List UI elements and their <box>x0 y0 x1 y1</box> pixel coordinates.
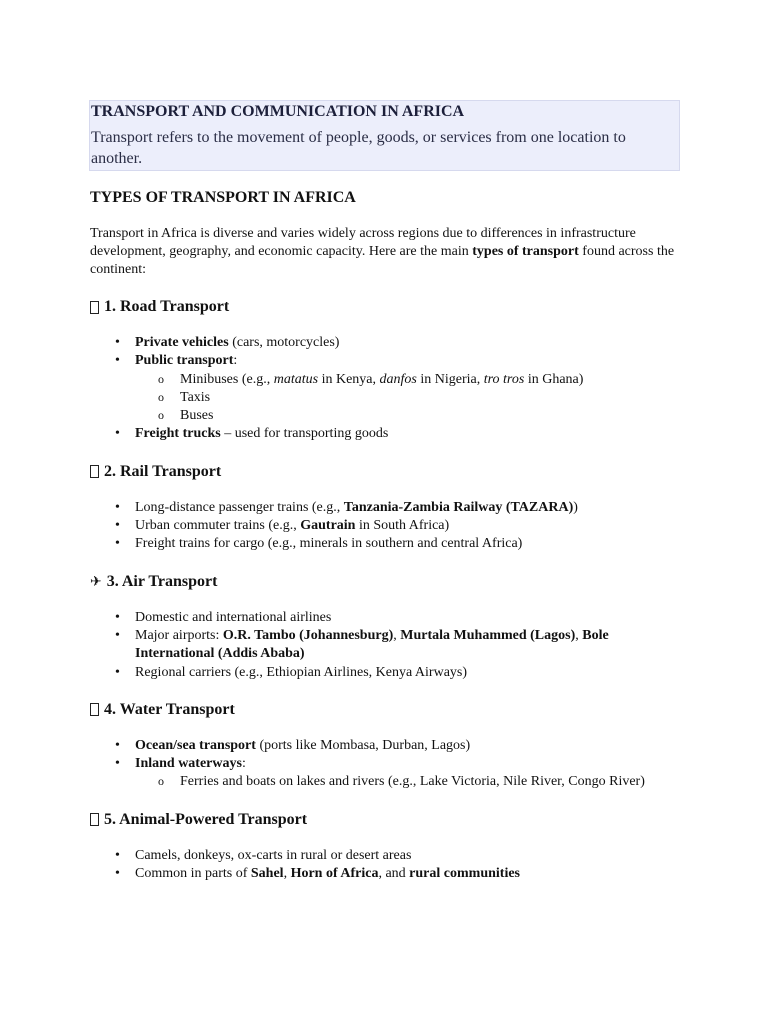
missing-glyph-icon <box>90 301 99 314</box>
list-item: • Camels, donkeys, ox-carts in rural or desert areas <box>90 847 680 865</box>
animal-transport-heading <box>90 810 680 830</box>
list-item <box>90 755 680 792</box>
list-item: • Domestic and international airlines <box>90 609 680 627</box>
item-text: Minibuses (e.g., <box>180 371 274 387</box>
item-bold: Ocean/sea transport <box>135 737 256 753</box>
intro-text: Transport in Africa is diverse and varies widely across regions due to differences in infrastructure development, geography, and economic capacity. Here are the main <box>90 226 636 259</box>
public-transport-sublist <box>135 371 680 426</box>
item-text: Common in parts of <box>135 866 251 882</box>
item-bold: Sahel <box>250 866 284 882</box>
list-item <box>90 499 680 517</box>
item-text: , <box>283 866 291 882</box>
list-item: • Freight trains for cargo (e.g., minerals in southern and central Africa) <box>90 535 680 553</box>
list-item <box>90 865 680 883</box>
item-text: ) <box>573 499 578 515</box>
list-item: • Regional carriers (e.g., Ethiopian Airlines, Kenya Airways) <box>90 664 680 682</box>
intro-bold-text: types of transport <box>472 244 579 259</box>
missing-glyph-icon <box>90 465 99 478</box>
item-text: , and <box>378 866 410 882</box>
item-bold: O.R. Tambo (Johannesburg) <box>222 627 394 643</box>
list-item <box>90 627 680 664</box>
animal-transport-list <box>90 847 680 884</box>
item-text: , <box>575 627 583 643</box>
list-item <box>90 334 680 352</box>
document-page <box>90 100 680 883</box>
rail-transport-heading <box>90 462 680 482</box>
item-text: : <box>241 756 246 772</box>
item-italic: matatus <box>273 371 319 387</box>
item-text: in Kenya, <box>318 371 380 387</box>
list-item <box>90 352 680 425</box>
water-transport-heading <box>90 700 680 720</box>
airplane-icon: ✈ <box>90 573 102 590</box>
item-text: in Ghana) <box>524 371 584 387</box>
sublist-item: o Taxis <box>135 389 680 407</box>
heading-text: 5. Animal-Powered Transport <box>104 810 308 828</box>
water-transport-list <box>90 737 680 792</box>
title-banner <box>89 100 680 171</box>
missing-glyph-icon <box>90 813 99 826</box>
sublist-item: o Ferries and boats on lakes and rivers (e.g., Lake Victoria, Nile River, Congo River) <box>135 773 680 791</box>
missing-glyph-icon <box>90 703 99 716</box>
list-item <box>90 517 680 535</box>
item-text: (cars, motorcycles) <box>228 335 340 350</box>
item-text: Long-distance passenger trains (e.g., <box>135 499 344 515</box>
sublist-item: o Buses <box>135 407 680 425</box>
item-text: in Nigeria, <box>416 371 484 387</box>
intro-paragraph <box>90 225 680 279</box>
intro-text-end: found across the continent: <box>90 244 675 277</box>
heading-text: 2. Rail Transport <box>104 462 222 480</box>
item-text: , <box>393 627 401 643</box>
item-text: Major airports: <box>135 627 223 643</box>
item-italic: tro tros <box>483 371 525 387</box>
item-bold: Public transport <box>135 353 234 369</box>
inland-waterways-sublist <box>135 773 680 791</box>
item-text: in South Africa) <box>355 518 450 534</box>
air-transport-heading <box>90 572 680 592</box>
item-bold: Private vehicles <box>135 335 229 350</box>
definition-text: Transport refers to the movement of people, goods, or services from one location to another. <box>91 129 626 167</box>
heading-text: 1. Road Transport <box>104 298 230 315</box>
item-bold: Tanzania-Zambia Railway (TAZARA) <box>343 499 574 515</box>
sublist-item <box>135 371 680 389</box>
item-bold: Bole International (Addis Ababa) <box>135 627 609 662</box>
item-italic: danfos <box>379 371 417 387</box>
item-bold: Gautrain <box>300 518 356 534</box>
air-transport-list <box>90 609 680 682</box>
list-item <box>90 737 680 755</box>
item-bold: Inland waterways <box>135 756 242 772</box>
road-transport-list <box>90 334 680 444</box>
item-text: – used for transporting goods <box>220 426 389 442</box>
section-title: TYPES OF TRANSPORT IN AFRICA <box>90 189 356 206</box>
item-text: (ports like Mombasa, Durban, Lagos) <box>255 737 471 753</box>
item-bold: Murtala Muhammed (Lagos) <box>400 627 576 643</box>
list-item <box>90 425 680 443</box>
document-title: TRANSPORT AND COMMUNICATION IN AFRICA <box>91 103 465 120</box>
road-transport-heading <box>90 297 680 317</box>
item-bold: Freight trucks <box>135 426 221 442</box>
item-text: : <box>233 353 238 369</box>
heading-text: 4. Water Transport <box>104 700 235 718</box>
heading-text: 3. Air Transport <box>106 572 218 590</box>
item-text: Urban commuter trains (e.g., <box>135 518 301 534</box>
item-bold: rural communities <box>409 866 520 882</box>
rail-transport-list <box>90 499 680 554</box>
item-bold: Horn of Africa <box>290 866 379 882</box>
